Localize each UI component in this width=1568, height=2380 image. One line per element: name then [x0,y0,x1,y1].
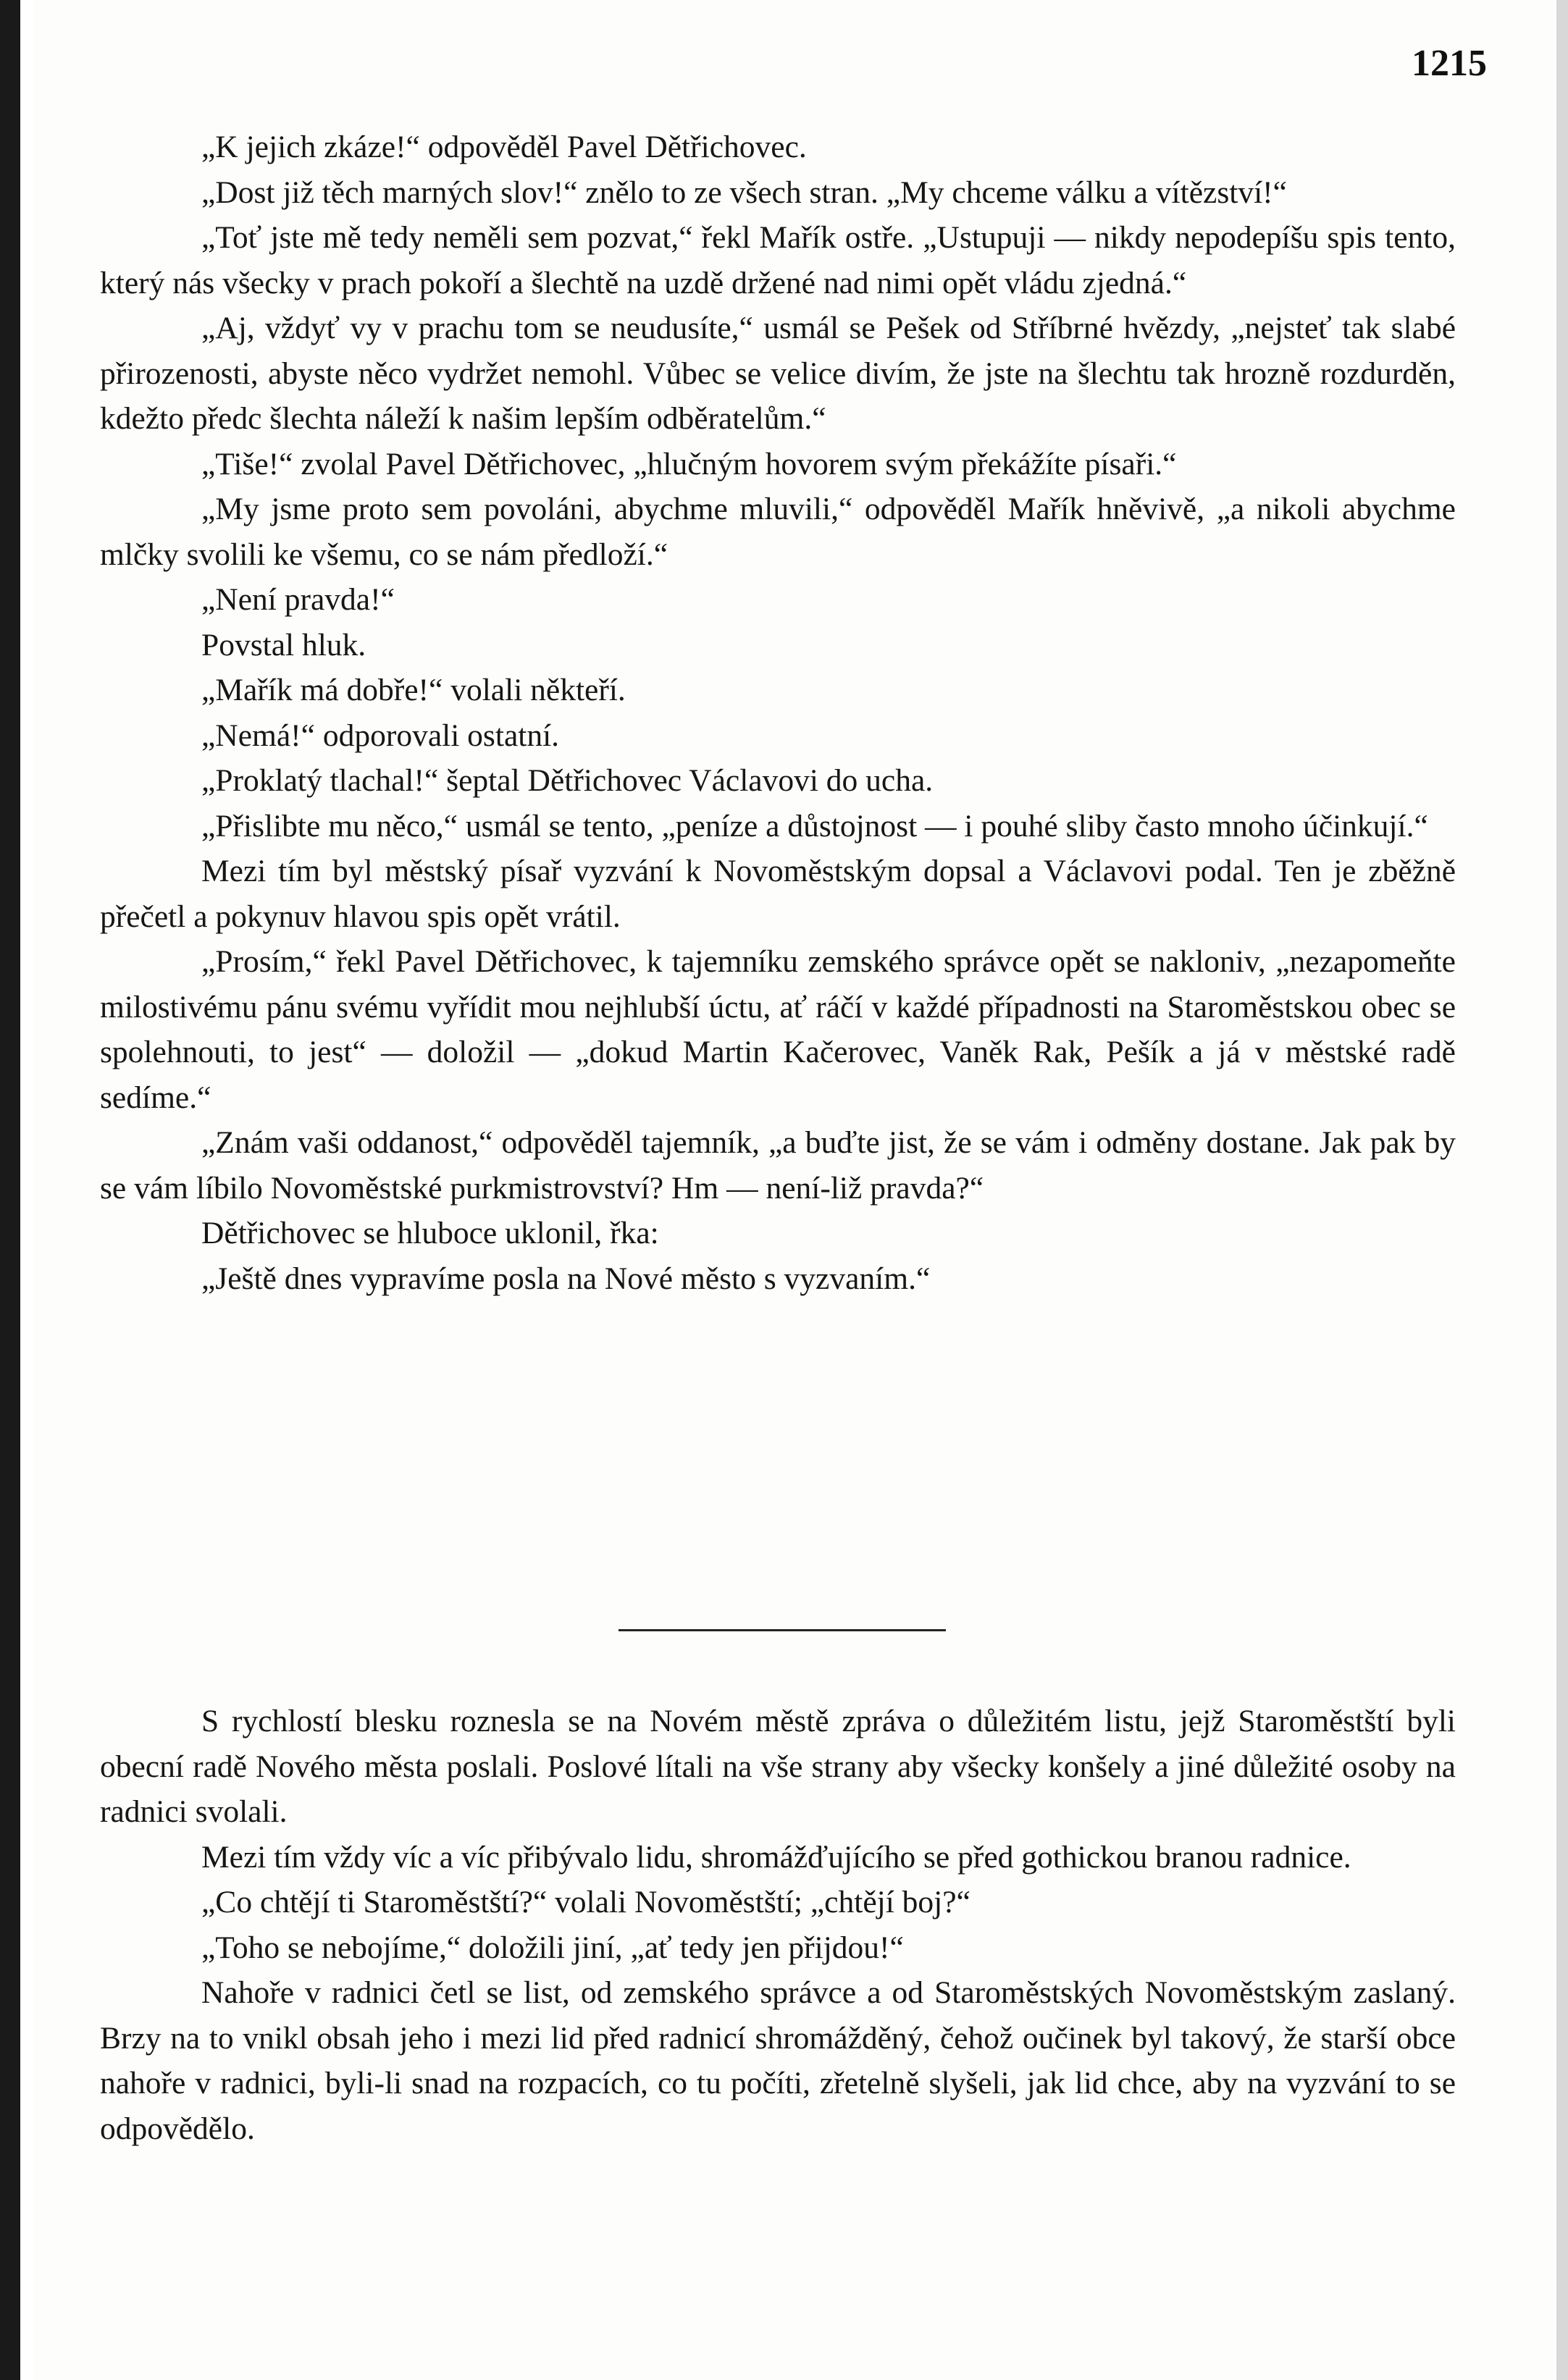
paragraph: Dětřichovec se hluboce uklonil, řka: [201,1216,659,1250]
paragraph: „Co chtějí ti Staroměstští?“ volali Novoměstští; „chtějí boj?“ [201,1885,970,1919]
paragraph: „Dost již těch marných slov!“ znělo to ze všech stran. „My chceme válku a vítězství!“ [201,174,1287,210]
section-new-town [100,1699,1456,2151]
scan-binding-edge [0,0,20,2380]
paragraph: „Přislibte mu něco,“ usmál se tento, „peníze a důstojnost — i pouhé sliby často mnoho účinkují.“ [201,808,1428,844]
page-number: 1215 [1412,43,1487,84]
paragraph: Povstal hluk. [201,627,366,663]
paragraph: „Znám vaši oddanost,“ odpověděl tajemník, „a buďte jist, že se vám i odměny dostane. Jak pak by se vám líbilo Novoměstské purkmistrovství? Hm — není-liž pravda?“ [100,1125,1456,1206]
book-page [33,0,1556,2380]
paragraph: S rychlostí blesku roznesla se na Novém městě zpráva o důležitém listu, jejž Staroměstští byli obecní radě Nového města poslali. Poslové lítali na vše strany aby všecky konšely a jiné důležité osoby na radnici svolali. [100,1704,1456,1829]
paragraph: „Mařík má dobře!“ volali někteří. [201,673,626,707]
paragraph: Mezi tím vždy víc a víc přibývalo lidu, shromážďujícího se před gothickou branou radnice. [201,1839,1351,1875]
section-divider [619,1629,946,1631]
paragraph: „Toť jste mě tedy neměli sem pozvat,“ řekl Mařík ostře. „Ustupuji — nikdy nepodepíšu spis tento, který nás všecky v prach pokoří a šlechtě na uzdě držené nad nimi opět vládu zjedná.“ [100,220,1456,300]
paragraph: „Tiše!“ zvolal Pavel Dětřichovec, „hlučným hovorem svým překážíte písaři.“ [201,446,1177,482]
paragraph: Nahoře v radnici četl se list, od zemského správce a od Staroměstských Novoměstským zaslaný. Brzy na to vnikl obsah jeho i mezi lid před radnicí shromážděný, čehož oučinek byl takový, že starší obce nahoře v radnici, byli-li snad na rozpacích, co tu počíti, zřetelně slyšeli, jak lid chce, aby na vyzvání to se odpovědělo. [100,1975,1456,2146]
paragraph: „Aj, vždyť vy v prachu tom se neudusíte,“ usmál se Pešek od Stříbrné hvězdy, „nejsteť tak slabé přirozenosti, abyste něco vydržet nemohl. Vůbec se velice divím, že jste na šlechtu tak hrozně rozdurděn, kdežto předc šlechta náleží k našim lepším odběratelům.“ [100,311,1456,436]
paragraph: „Proklatý tlachal!“ šeptal Dětřichovec Václavovi do ucha. [201,763,934,798]
paragraph: „My jsme proto sem povoláni, abychme mluvili,“ odpověděl Mařík hněvivě, „a nikoli abychme mlčky svolili ke všemu, co se nám předloží.“ [100,492,1456,572]
paragraph: „Není pravda!“ [201,582,395,617]
paragraph: „Toho se nebojíme,“ doložili jiní, „ať tedy jen přijdou!“ [201,1930,904,1965]
section-dialogue [100,125,1456,1301]
scan-right-edge [1556,0,1568,2380]
paragraph: „Prosím,“ řekl Pavel Dětřichovec, k tajemníku zemského správce opět se nakloniv, „nezapomeňte milostivému pánu svému vyřídit mou nejhlubší úctu, ať ráčí v každé případnosti na Staroměstskou obec se spolehnouti, to jest“ — doložil — „dokud Martin Kačerovec, Vaněk Rak, Pešík a já v městské radě sedíme.“ [100,944,1456,1115]
paragraph: „Ještě dnes vypravíme posla na Nové město s vyzvaním.“ [201,1261,931,1296]
paragraph: Mezi tím byl městský písař vyzvání k Novoměstským dopsal a Václavovi podal. Ten je zběžně přečetl a pokynuv hlavou spis opět vrátil. [100,854,1456,934]
paragraph: „Nemá!“ odporovali ostatní. [201,718,560,753]
paragraph: „K jejich zkáze!“ odpověděl Pavel Dětřichovec. [201,130,807,164]
